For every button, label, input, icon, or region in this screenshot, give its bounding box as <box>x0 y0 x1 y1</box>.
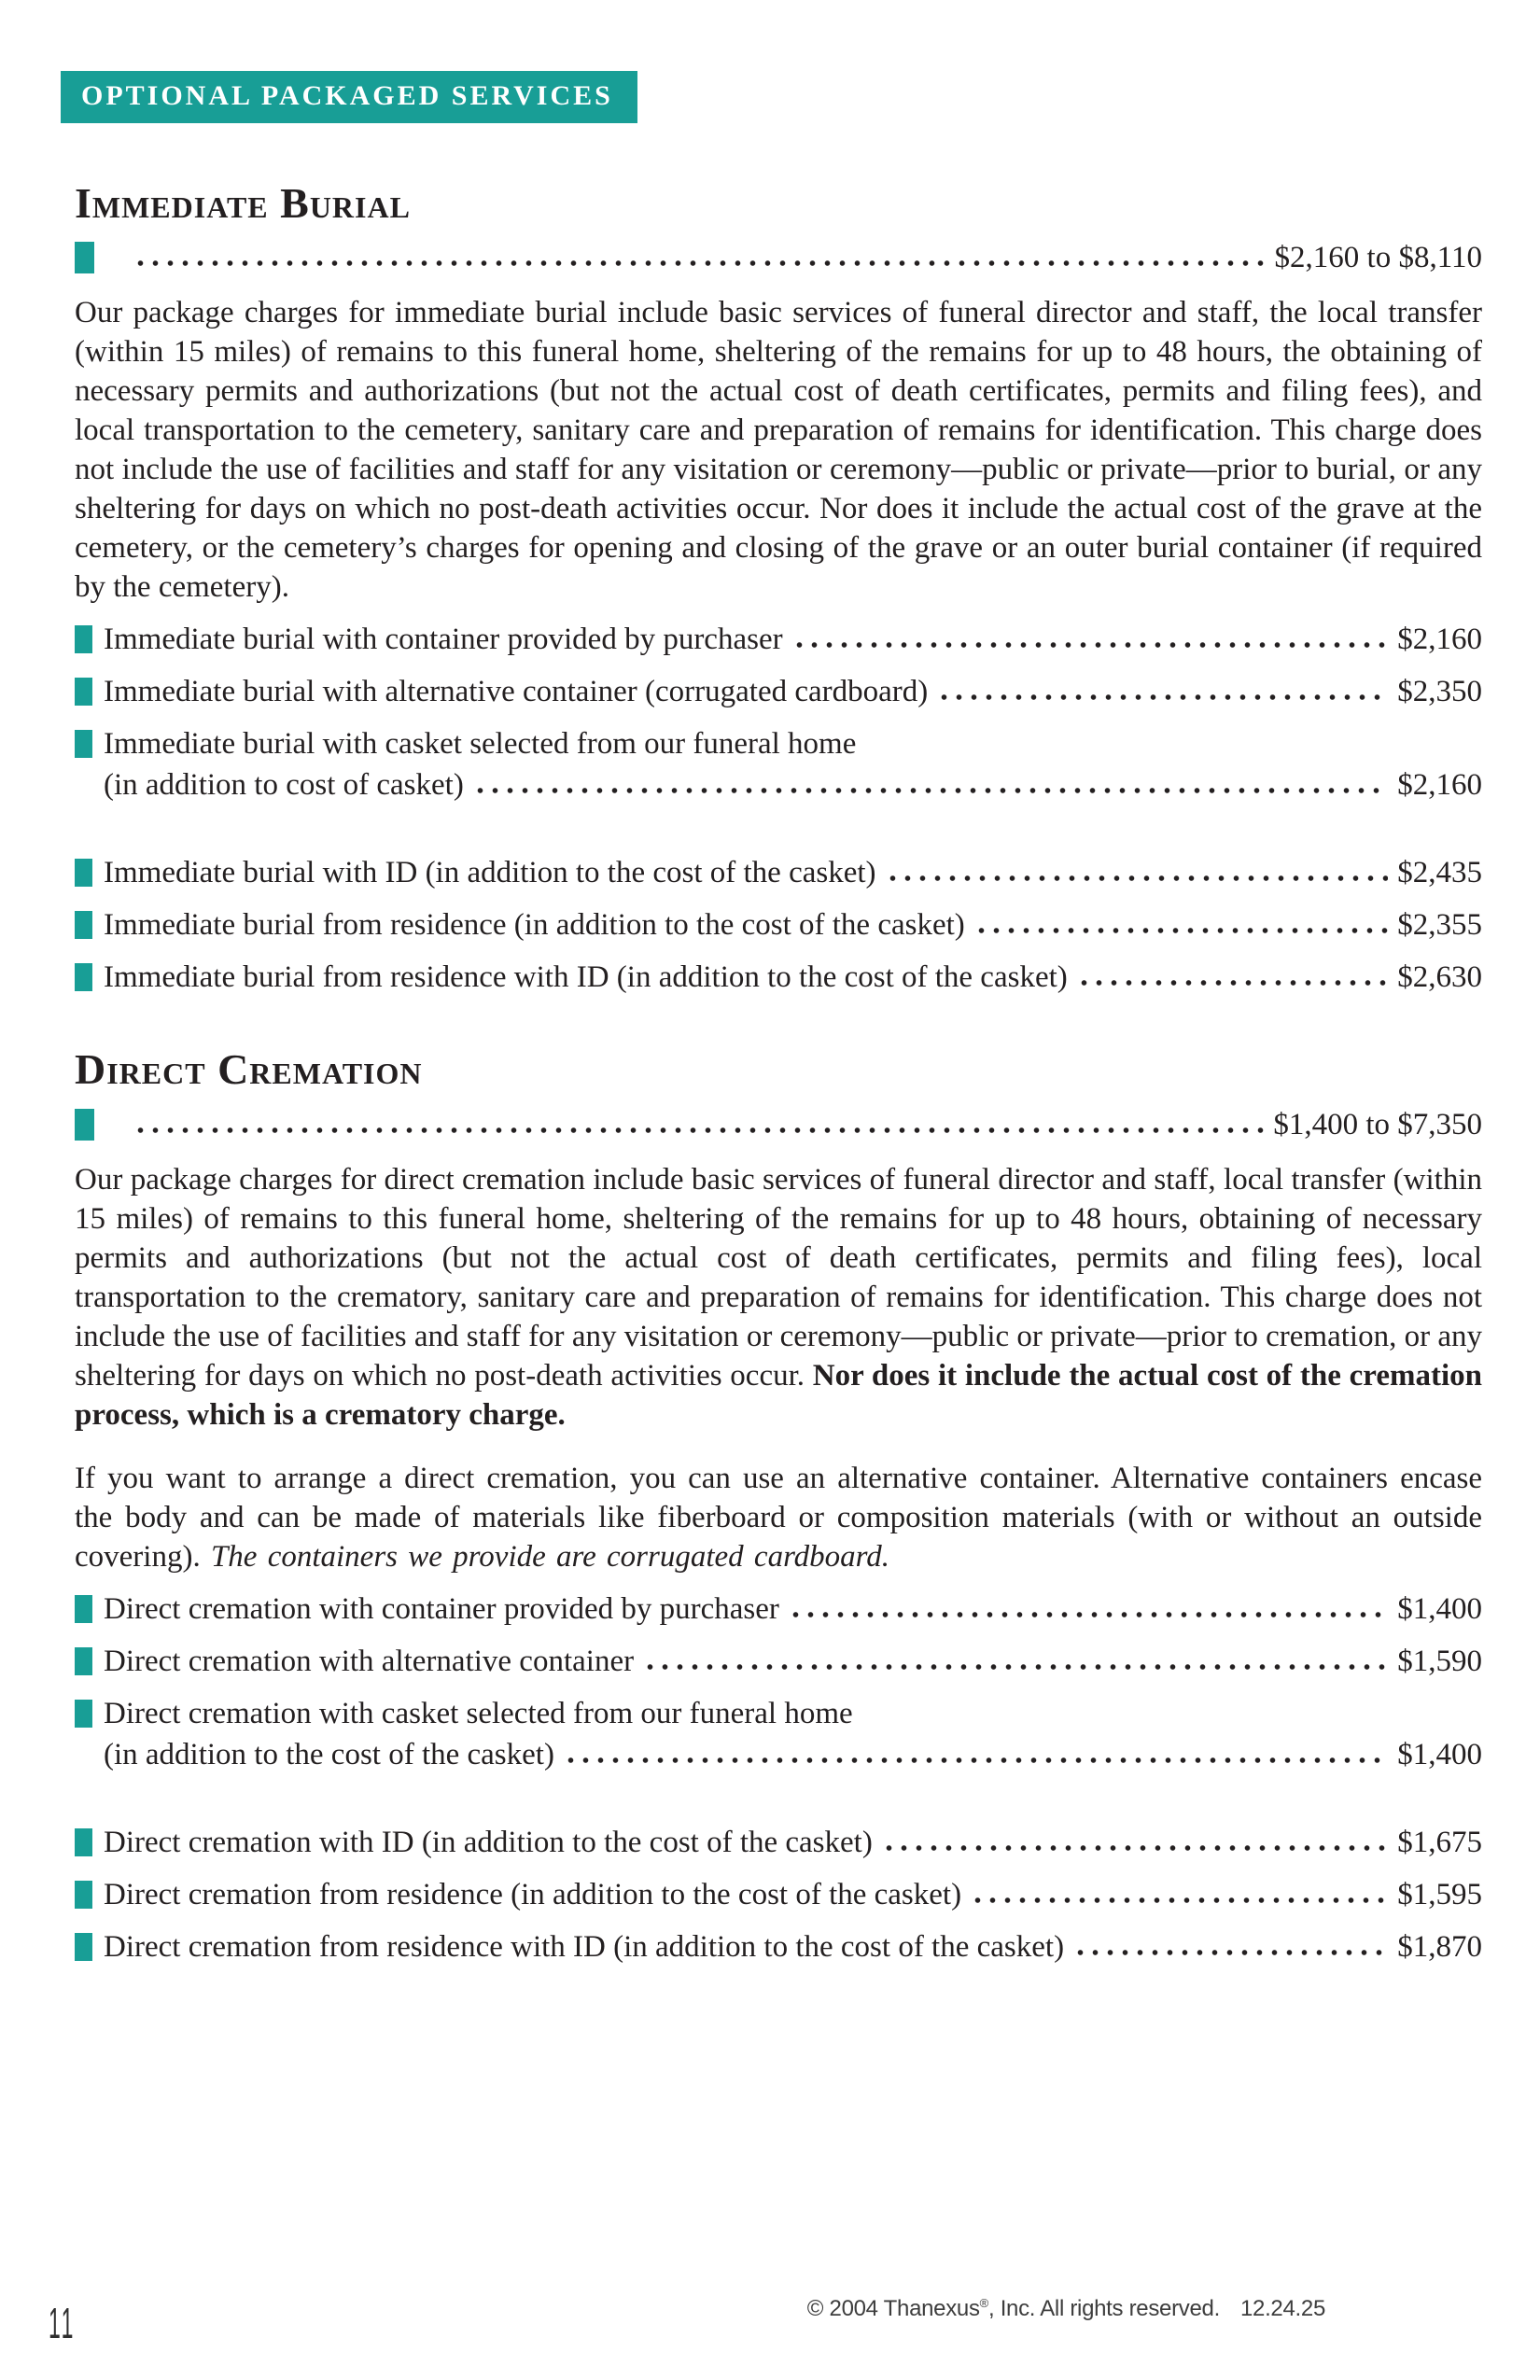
square-bullet-icon <box>75 859 92 887</box>
item-label: Immediate burial with container provided by purchaser <box>104 623 783 657</box>
footer-date: 12.24.25 <box>1239 2296 1325 2321</box>
dot-leader <box>792 1611 1388 1618</box>
dot-leader <box>974 1897 1388 1904</box>
price-range-value: $1,400 to $7,350 <box>1273 1107 1482 1141</box>
item-price: $1,400 <box>1397 1591 1482 1626</box>
dot-leader <box>941 693 1388 701</box>
item-label: Direct cremation from residence (in addition to the cost of the casket) <box>104 1877 962 1911</box>
optional-packaged-services-badge: OPTIONAL PACKAGED SERVICES <box>61 71 637 123</box>
section-title-direct-cremation: Direct Cremation <box>75 1045 423 1094</box>
square-bullet-icon <box>75 1881 92 1909</box>
item-label: Direct cremation with container provided by purchaser <box>104 1591 779 1626</box>
item-label: Direct cremation with alternative container <box>104 1644 635 1678</box>
price-list-item-continuation <box>75 1735 1482 1774</box>
item-price: $1,590 <box>1397 1644 1482 1678</box>
square-bullet-icon <box>75 678 92 706</box>
registered-mark: ® <box>979 2296 988 2310</box>
square-bullet-icon <box>75 1109 94 1141</box>
price-list-item <box>75 672 1482 711</box>
square-bullet-icon <box>75 1828 92 1856</box>
price-list-item <box>75 853 1482 892</box>
copyright-prefix: © 2004 Thanexus <box>806 2296 980 2321</box>
price-list-item-continuation <box>75 765 1482 805</box>
price-list-item <box>75 905 1482 945</box>
section-description: Our package charges for immediate burial include basic services of funeral director and staff, the local transfer (within 15 miles) of remains to this funeral home, sheltering of the remains for up to 48 hours, the obtaining of necessary permits and authorizations (but not the actual cost of death certificates, permits and filing fees), and local transportation to the cemetery, sanitary care and preparation of remains for identification. This charge does not include the use of facilities and staff for any visitation or ceremony—public or private—prior to burial, or any sheltering for days on which no post-death activities occur. Nor does it include the actual cost of the grave at the cemetery, or the cemetery’s charges for opening and closing of the grave or an outer burial container (if required by the cemetery). <box>75 296 1482 605</box>
section-title-immediate-burial: Immediate Burial <box>75 179 411 227</box>
item-label: Direct cremation with ID (in addition to the cost of the casket) <box>104 1825 873 1859</box>
item-price: $2,355 <box>1397 908 1482 943</box>
dot-leader <box>137 259 1266 267</box>
dot-leader <box>1077 1949 1388 1956</box>
price-list-item <box>75 1589 1482 1629</box>
price-list-item <box>75 1642 1482 1681</box>
item-label-continuation: (in addition to the cost of the casket) <box>104 1737 554 1771</box>
item-price: $1,675 <box>1397 1825 1482 1859</box>
item-price: $2,350 <box>1397 675 1482 709</box>
square-bullet-icon <box>75 730 92 758</box>
description-bold-text: Nor does it include the actual cost of the cremation process, which is a crematory charge. <box>75 1358 1482 1432</box>
dot-leader <box>647 1663 1388 1671</box>
dot-leader <box>886 1844 1388 1852</box>
item-price: $2,630 <box>1397 960 1482 995</box>
item-label: Direct cremation from residence with ID (in addition to the cost of the casket) <box>104 1929 1065 1964</box>
price-list-item <box>75 1823 1482 1862</box>
dot-leader <box>567 1757 1388 1764</box>
dot-leader <box>1081 979 1389 987</box>
alternative-container-note <box>75 1459 1482 1576</box>
item-price: $2,160 <box>1397 768 1482 803</box>
item-price: $1,595 <box>1397 1877 1482 1911</box>
item-label-continuation: (in addition to cost of casket) <box>104 768 464 803</box>
description-text: Our package charges for direct cremation include basic services of funeral director and staff, local transfer (within 15 miles) of remains to this funeral home, sheltering of the remains for up to 48 hours, obtaining of necessary permits and authorizations (but not the actual cost of death certificates, permits and filing fees), local transportation to the crematory, sanitary care and preparation of remains for identification. This charge does not include the use of facilities and staff for any visitation or ceremony—public or private—prior to cremation, or any sheltering for days on which no post-death activities occur. <box>75 1162 1482 1393</box>
price-list <box>75 1589 1482 1967</box>
price-list-item <box>75 1927 1482 1967</box>
dot-leader <box>137 1127 1264 1134</box>
price-list-item <box>75 1694 1482 1733</box>
page-number: 11 <box>49 2299 76 2347</box>
item-price: $2,160 <box>1397 623 1482 657</box>
square-bullet-icon <box>75 242 94 273</box>
price-list-item <box>75 620 1482 659</box>
price-list-item <box>75 1875 1482 1914</box>
item-label: Immediate burial from residence with ID (in addition to the cost of the casket) <box>104 960 1068 995</box>
footer-copyright <box>807 2296 1325 2322</box>
square-bullet-icon <box>75 1647 92 1675</box>
square-bullet-icon <box>75 911 92 939</box>
square-bullet-icon <box>75 625 92 653</box>
square-bullet-icon <box>75 1595 92 1623</box>
note-italic-text: The containers we provide are corrugated cardboard. <box>210 1539 890 1574</box>
item-price: $1,400 <box>1397 1737 1482 1771</box>
price-list-item <box>75 958 1482 997</box>
square-bullet-icon <box>75 1700 92 1728</box>
dot-leader <box>796 641 1389 649</box>
dot-leader <box>477 787 1388 794</box>
price-range-row <box>75 1104 1482 1145</box>
square-bullet-icon <box>75 1933 92 1961</box>
item-label: Immediate burial with casket selected from our funeral home <box>104 727 857 762</box>
item-price: $2,435 <box>1397 856 1482 890</box>
dot-leader <box>889 875 1389 882</box>
item-label: Immediate burial with ID (in addition to the cost of the casket) <box>104 856 876 890</box>
price-list-item <box>75 724 1482 763</box>
price-list <box>75 620 1482 997</box>
section-description <box>75 1160 1482 1435</box>
square-bullet-icon <box>75 963 92 991</box>
item-label: Direct cremation with casket selected from our funeral home <box>104 1696 853 1730</box>
item-price: $1,870 <box>1397 1929 1482 1964</box>
price-range-value: $2,160 to $8,110 <box>1274 241 1482 275</box>
note-text: If you want to arrange a direct cremation, you can use an alternative container. Alternative containers encase the body and can be made of materials like fiberboard or composition materials (with or without an outside covering). <box>75 1461 1482 1574</box>
copyright-suffix: , Inc. All rights reserved. <box>987 2296 1220 2321</box>
dot-leader <box>978 927 1388 934</box>
item-label: Immediate burial with alternative container (corrugated cardboard) <box>104 675 929 709</box>
price-range-row <box>75 237 1482 278</box>
item-label: Immediate burial from residence (in addition to the cost of the casket) <box>104 908 965 943</box>
